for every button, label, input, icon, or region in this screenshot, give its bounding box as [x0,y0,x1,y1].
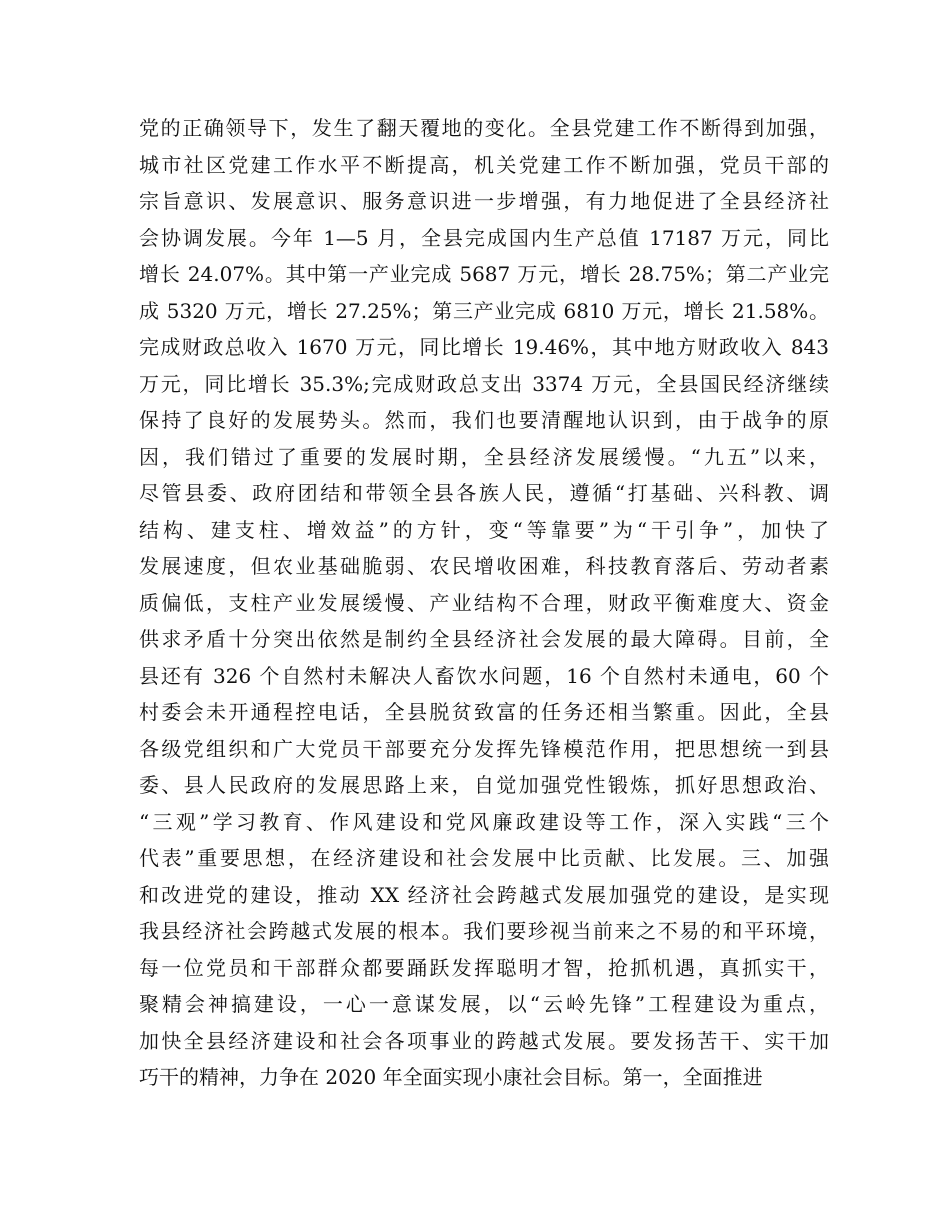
text-line: 万元，同比增长 35.3%;完成财政总支出 3374 万元，全县国民经济继续 [139,371,829,396]
text-line: 和改进党的建设，推动 XX 经济社会跨越式发展加强党的建设，是实现 [139,882,829,907]
text-line: 县还有 326 个自然村未解决人畜饮水问题，16 个自然村未通电，60 个 [139,663,829,688]
text-line: 每一位党员和干部群众都要踊跃发挥聪明才智，抢抓机遇，真抓实干， [139,955,829,980]
text-line: 加快全县经济建设和社会各项事业的跨越式发展。要发扬苦干、实干加 [139,1028,829,1053]
text-line: 完成财政总收入 1670 万元，同比增长 19.46%，其中地方财政收入 843 [139,335,829,359]
body-text [139,110,829,1096]
text-line: 结构、建支柱、增效益”的方针，变“等靠要”为“干引争”，加快了 [139,517,829,542]
text-line: 聚精会神搞建设，一心一意谋发展，以“云岭先锋”工程建设为重点， [139,992,829,1016]
text-line: 供求矛盾十分突出依然是制约全县经济社会发展的最大障碍。目前，全 [139,627,829,651]
text-line: 因，我们错过了重要的发展时期，全县经济发展缓慢。“九五”以来， [139,444,829,469]
text-line: 党的正确领导下，发生了翻天覆地的变化。全县党建工作不断得到加强， [139,116,829,140]
text-line: 代表”重要思想，在经济建设和社会发展中比贡献、比发展。三、加强 [139,846,829,870]
text-line: 委、县人民政府的发展思路上来，自觉加强党性锻炼，抓好思想政治、 [139,773,829,797]
text-line: 发展速度，但农业基础脆弱、农民增收困难，科技教育落后、劳动者素 [139,554,829,578]
text-line: 成 5320 万元，增长 27.25%；第三产业完成 6810 万元，增长 21.58%。 [139,298,829,323]
text-line: 村委会未开通程控电话，全县脱贫致富的任务还相当繁重。因此，全县 [139,700,829,724]
text-line: 各级党组织和广大党员干部要充分发挥先锋模范作用，把思想统一到县 [139,736,829,761]
text-line: 保持了良好的发展势头。然而，我们也要清醒地认识到，由于战争的原 [139,408,829,432]
text-line: 巧干的精神，力争在 2020 年全面实现小康社会目标。第一，全面推进 [139,1065,763,1089]
text-line: 质偏低，支柱产业发展缓慢、产业结构不合理，财政平衡难度大、资金 [139,590,829,615]
text-line: 宗旨意识、发展意识、服务意识进一步增强，有力地促进了全县经济社 [139,189,829,213]
text-line: 尽管县委、政府团结和带领全县各族人民，遵循“打基础、兴科教、调 [139,481,829,505]
text-line: 城市社区党建工作水平不断提高，机关党建工作不断加强，党员干部的 [139,152,829,177]
text-line: 增长 24.07%。其中第一产业完成 5687 万元，增长 28.75%；第二产业完 [139,262,829,286]
text-line: 会协调发展。今年 1—5 月，全县完成国内生产总值 17187 万元，同比 [139,225,829,250]
text-line: 我县经济社会跨越式发展的根本。我们要珍视当前来之不易的和平环境， [139,919,829,943]
text-line: “三观”学习教育、作风建设和党风廉政建设等工作，深入实践“三个 [139,809,829,834]
